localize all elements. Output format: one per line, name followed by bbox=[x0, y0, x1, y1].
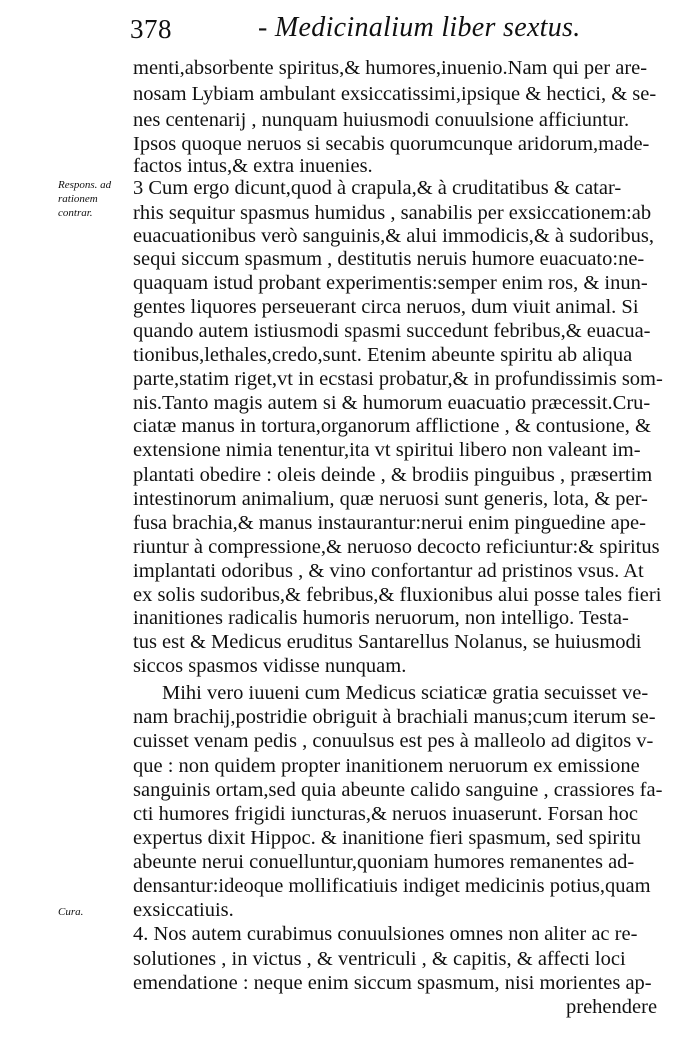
text-line: Ipsos quoque neruos si secabis quorumcunque aridorum,made- bbox=[133, 133, 650, 155]
text-line: abeunte nerui conuelluntur,quoniam humores remanentes ad- bbox=[133, 851, 635, 873]
text-line: fusa brachia,& manus instaurantur:nerui enim pinguedine ape- bbox=[133, 512, 646, 534]
text-line: nis.Tanto magis autem si & humorum euacuatio præcessit.Cru- bbox=[133, 392, 651, 414]
text-line: plantati obedire : oleis deinde , & brodiis pinguibus , præsertim bbox=[133, 464, 653, 486]
margin-note-line: Respons. ad bbox=[58, 179, 112, 191]
text-line: euacuationibus verò sanguinis,& alui immodicis,& à sudoribus, bbox=[133, 225, 654, 247]
text-line: ciatæ manus in tortura,organorum afflictione , & contusione, & bbox=[133, 415, 651, 437]
text-line: extensione nimia tenentur,ita vt spiritui libero non valeant im- bbox=[133, 439, 641, 461]
text-line: menti,absorbente spiritus,& humores,inuenio.Nam qui per are- bbox=[133, 57, 648, 79]
text-line: cti humores frigidi iuncturas,& neruos inuaserunt. Forsan hoc bbox=[133, 803, 638, 825]
text-line: rhis sequitur spasmus humidus , sanabilis per exsiccationem:ab bbox=[133, 202, 652, 224]
text-line: que : non quidem propter inanitionem neruorum ex emissione bbox=[133, 755, 640, 777]
page-number: 378 bbox=[130, 14, 172, 44]
margin-note bbox=[58, 178, 111, 220]
margin-note-line: Cura. bbox=[58, 906, 84, 918]
text-line: 4. Nos autem curabimus conuulsiones omnes non aliter ac re- bbox=[133, 923, 638, 945]
text-line: sanguinis ortam,sed quia abeunte calido sanguine , crassiores fa- bbox=[133, 779, 663, 801]
text-line: cuisset venam pedis , conuulsus est pes à malleolo ad digitos v- bbox=[133, 730, 654, 752]
text-line: quaquam istud probant experimentis:semper enim ros, & inun- bbox=[133, 272, 648, 294]
margin-note bbox=[58, 905, 83, 919]
margin-note-line: rationem bbox=[58, 193, 98, 205]
text-line: parte,statim riget,vt in ecstasi probatur,& in profundissimis som- bbox=[133, 368, 663, 390]
margin-note-line: contrar. bbox=[58, 207, 93, 219]
text-line: tionibus,lethales,credo,sunt. Etenim abeunte spiritu ab aliqua bbox=[133, 344, 633, 366]
text-line: nes centenarij , nunquam huiusmodi conuulsione afficiuntur. bbox=[133, 109, 630, 131]
text-line: quando autem istiusmodi spasmi succedunt febribus,& euacua- bbox=[133, 320, 651, 342]
text-line: tus est & Medicus eruditus Santarellus Nolanus, se huiusmodi bbox=[133, 631, 642, 653]
text-line: siccos spasmos vidisse nunquam. bbox=[133, 655, 407, 677]
text-line: densantur:ideoque mollificatiuis indiget medicinis potius,quam bbox=[133, 875, 651, 897]
text-line: expertus dixit Hippoc. & inanitione fieri spasmum, sed spiritu bbox=[133, 827, 641, 849]
text-line: solutiones , in victus , & ventriculi , & capitis, & affecti loci bbox=[133, 948, 626, 970]
text-line: implantati odoribus , & vino confortantur ad pristinos vsus. At bbox=[133, 560, 644, 582]
text-line: nam brachij,postridie obriguit à brachiali manus;cum iterum se- bbox=[133, 706, 656, 728]
catchword: prehendere bbox=[566, 996, 658, 1018]
text-line: sequi siccum spasmum , destitutis neruis humore euacuato:ne- bbox=[133, 248, 645, 270]
text-line: intestinorum animalium, quæ neruosi sunt generis, lota, & per- bbox=[133, 488, 648, 510]
text-line: inanitiones radicalis humoris neruorum, non intelligo. Testa- bbox=[133, 607, 629, 629]
text-line: factos intus,& extra inuenies. bbox=[133, 155, 373, 177]
text-line: nosam Lybiam ambulant exsiccatissimi,ipsique & hectici, & se- bbox=[133, 83, 657, 105]
running-title: - Medicinalium liber sextus. bbox=[258, 12, 581, 43]
text-line: riuntur à compressione,& neruoso decocto reficiuntur:& spiritus bbox=[133, 536, 660, 558]
text-line: Mihi vero iuueni cum Medicus sciaticæ gratia secuisset ve- bbox=[162, 682, 649, 704]
text-line: 3 Cum ergo dicunt,quod à crapula,& à cruditatibus & catar- bbox=[133, 177, 622, 199]
text-line: exsiccatiuis. bbox=[133, 899, 234, 921]
text-line: emendatione : neque enim siccum spasmum, nisi morientes ap- bbox=[133, 972, 652, 994]
text-line: gentes liquores perseuerant circa neruos, dum viuit animal. Si bbox=[133, 296, 639, 318]
text-line: ex solis sudoribus,& febribus,& fluxionibus alui posse tales fieri bbox=[133, 584, 662, 606]
